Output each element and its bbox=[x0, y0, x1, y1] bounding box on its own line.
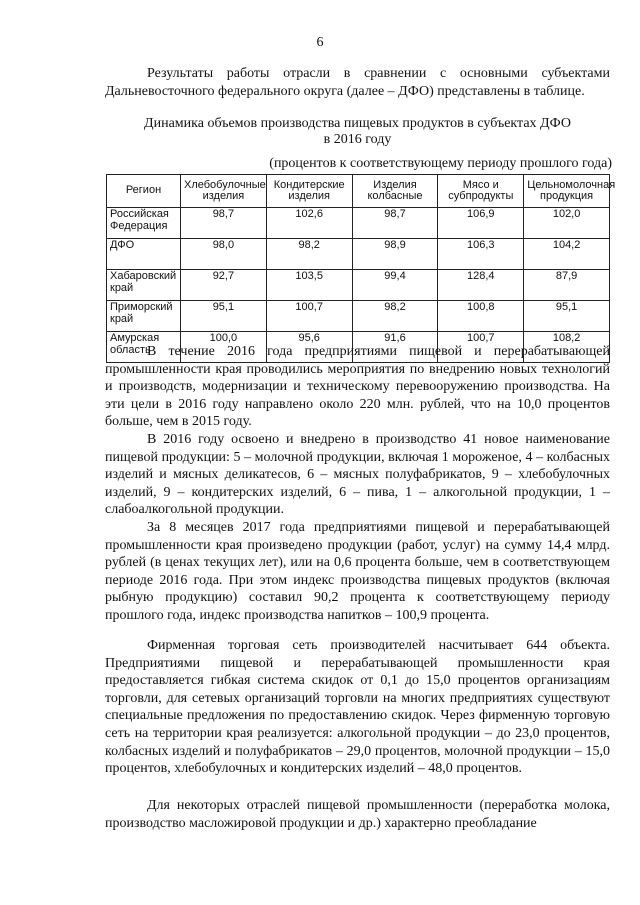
value-cell: 100,8 bbox=[438, 301, 524, 332]
header-confectionery: Кондитерские изделия bbox=[266, 175, 352, 208]
header-dairy: Цельномолочная продукция bbox=[524, 175, 610, 208]
table-row bbox=[107, 208, 610, 239]
intro-paragraph: Результаты работы отрасли в сравнении с основными субъектами Дальневосточного федерального округа (далее – ДФО) представлены в таблице. bbox=[105, 66, 610, 99]
value-cell: 103,5 bbox=[266, 270, 352, 301]
region-cell: Российская Федерация bbox=[107, 208, 181, 239]
header-bakery: Хлебобулочные изделия bbox=[181, 175, 267, 208]
table-row bbox=[107, 301, 610, 332]
value-cell: 98,0 bbox=[181, 239, 267, 270]
table-units-note: (процентов к соответствующему периоду прошлого года) bbox=[269, 156, 612, 171]
table-row bbox=[107, 239, 610, 270]
value-cell: 98,2 bbox=[352, 301, 438, 332]
value-cell: 102,6 bbox=[266, 208, 352, 239]
table-row bbox=[107, 270, 610, 301]
table-caption-line2: в 2016 году bbox=[323, 132, 392, 147]
value-cell: 95,1 bbox=[524, 301, 610, 332]
value-cell: 98,7 bbox=[181, 208, 267, 239]
value-cell: 100,7 bbox=[438, 332, 524, 363]
table-caption bbox=[105, 116, 610, 148]
body-paragraph: В течение 2016 года предприятиями пищевой и перерабатывающей промышленности края проводились мероприятия по внедрению новых технологий и производств, модернизации и техническому перевооружению производства. На эти цели в 2016 году направлено около 220 млн. рублей, что на 10,0 процентов больше, чем в 2015 году. bbox=[105, 344, 610, 430]
value-cell: 102,0 bbox=[524, 208, 610, 239]
body-paragraph: Фирменная торговая сеть производителей насчитывает 644 объекта. Предприятиями пищевой и перерабатывающей промышленности края предоставляется гибкая система скидок от 0,1 до 15,0 процентов организациям торговли, для сетевых организаций торговли на многих предприятиях существуют специальные предложения по предоставлению скидок. Через фирменную торговую сеть на территории края реализуется: алкогольной продукции – до 23,0 процентов, колбасных изделий и полуфабрикатов – 29,0 процентов, молочной продукции – 15,0 процентов, хлебобулочных и кондитерских изделий – 48,0 процентов. bbox=[105, 638, 610, 777]
region-cell: Приморский край bbox=[107, 301, 181, 332]
body-paragraph: За 8 месяцев 2017 года предприятиями пищевой и перерабатывающей промышленности края произведено продукции (работ, услуг) на сумму 14,4 млрд. рублей (в ценах текущих лет), или на 0,6 процента больше, чем в соответствующем периоде 2016 года. При этом индекс производства пищевых продуктов (включая рыбную продукцию) составил 90,2 процента к соответствующему периоду прошлого года, индекс производства напитков – 100,9 процента. bbox=[105, 520, 610, 623]
body-paragraph: В 2016 году освоено и внедрено в производство 41 новое наименование пищевой продукции: 5 – молочной продукции, включая 1 мороженое, 4 – колбасных изделий и мясных деликатесов, 6 – мясных полуфабрикатов, 9 – хлебобулочных изделий, 9 – кондитерских изделий, 6 – пива, 1 – алкогольной продукции, 1 – слабоалкогольной продукции. bbox=[105, 432, 610, 518]
page-number: 6 bbox=[316, 35, 324, 50]
value-cell: 100,7 bbox=[266, 301, 352, 332]
region-cell: Амурская область bbox=[107, 332, 181, 363]
production-table bbox=[106, 174, 616, 363]
value-cell: 106,3 bbox=[438, 239, 524, 270]
value-cell: 98,9 bbox=[352, 239, 438, 270]
value-cell: 91,6 bbox=[352, 332, 438, 363]
header-meat: Мясо и субпродукты bbox=[438, 175, 524, 208]
table-caption-line1: Динамика объемов производства пищевых продуктов в субъектах ДФО bbox=[144, 116, 571, 131]
value-cell: 128,4 bbox=[438, 270, 524, 301]
value-cell: 106,9 bbox=[438, 208, 524, 239]
value-cell: 104,2 bbox=[524, 239, 610, 270]
value-cell: 95,6 bbox=[266, 332, 352, 363]
body-paragraph: Для некоторых отраслей пищевой промышленности (переработка молока, производство масложировой продукции и др.) характерно преобладание bbox=[105, 798, 610, 831]
value-cell: 108,2 bbox=[524, 332, 610, 363]
value-cell: 87,9 bbox=[524, 270, 610, 301]
region-cell: ДФО bbox=[107, 239, 181, 270]
table-header-row bbox=[107, 175, 610, 208]
region-cell: Хабаровский край bbox=[107, 270, 181, 301]
value-cell: 92,7 bbox=[181, 270, 267, 301]
header-sausage: Изделия колбасные bbox=[352, 175, 438, 208]
value-cell: 98,2 bbox=[266, 239, 352, 270]
value-cell: 95,1 bbox=[181, 301, 267, 332]
value-cell: 100,0 bbox=[181, 332, 267, 363]
value-cell: 99,4 bbox=[352, 270, 438, 301]
value-cell: 98,7 bbox=[352, 208, 438, 239]
header-region: Регион bbox=[107, 175, 181, 208]
